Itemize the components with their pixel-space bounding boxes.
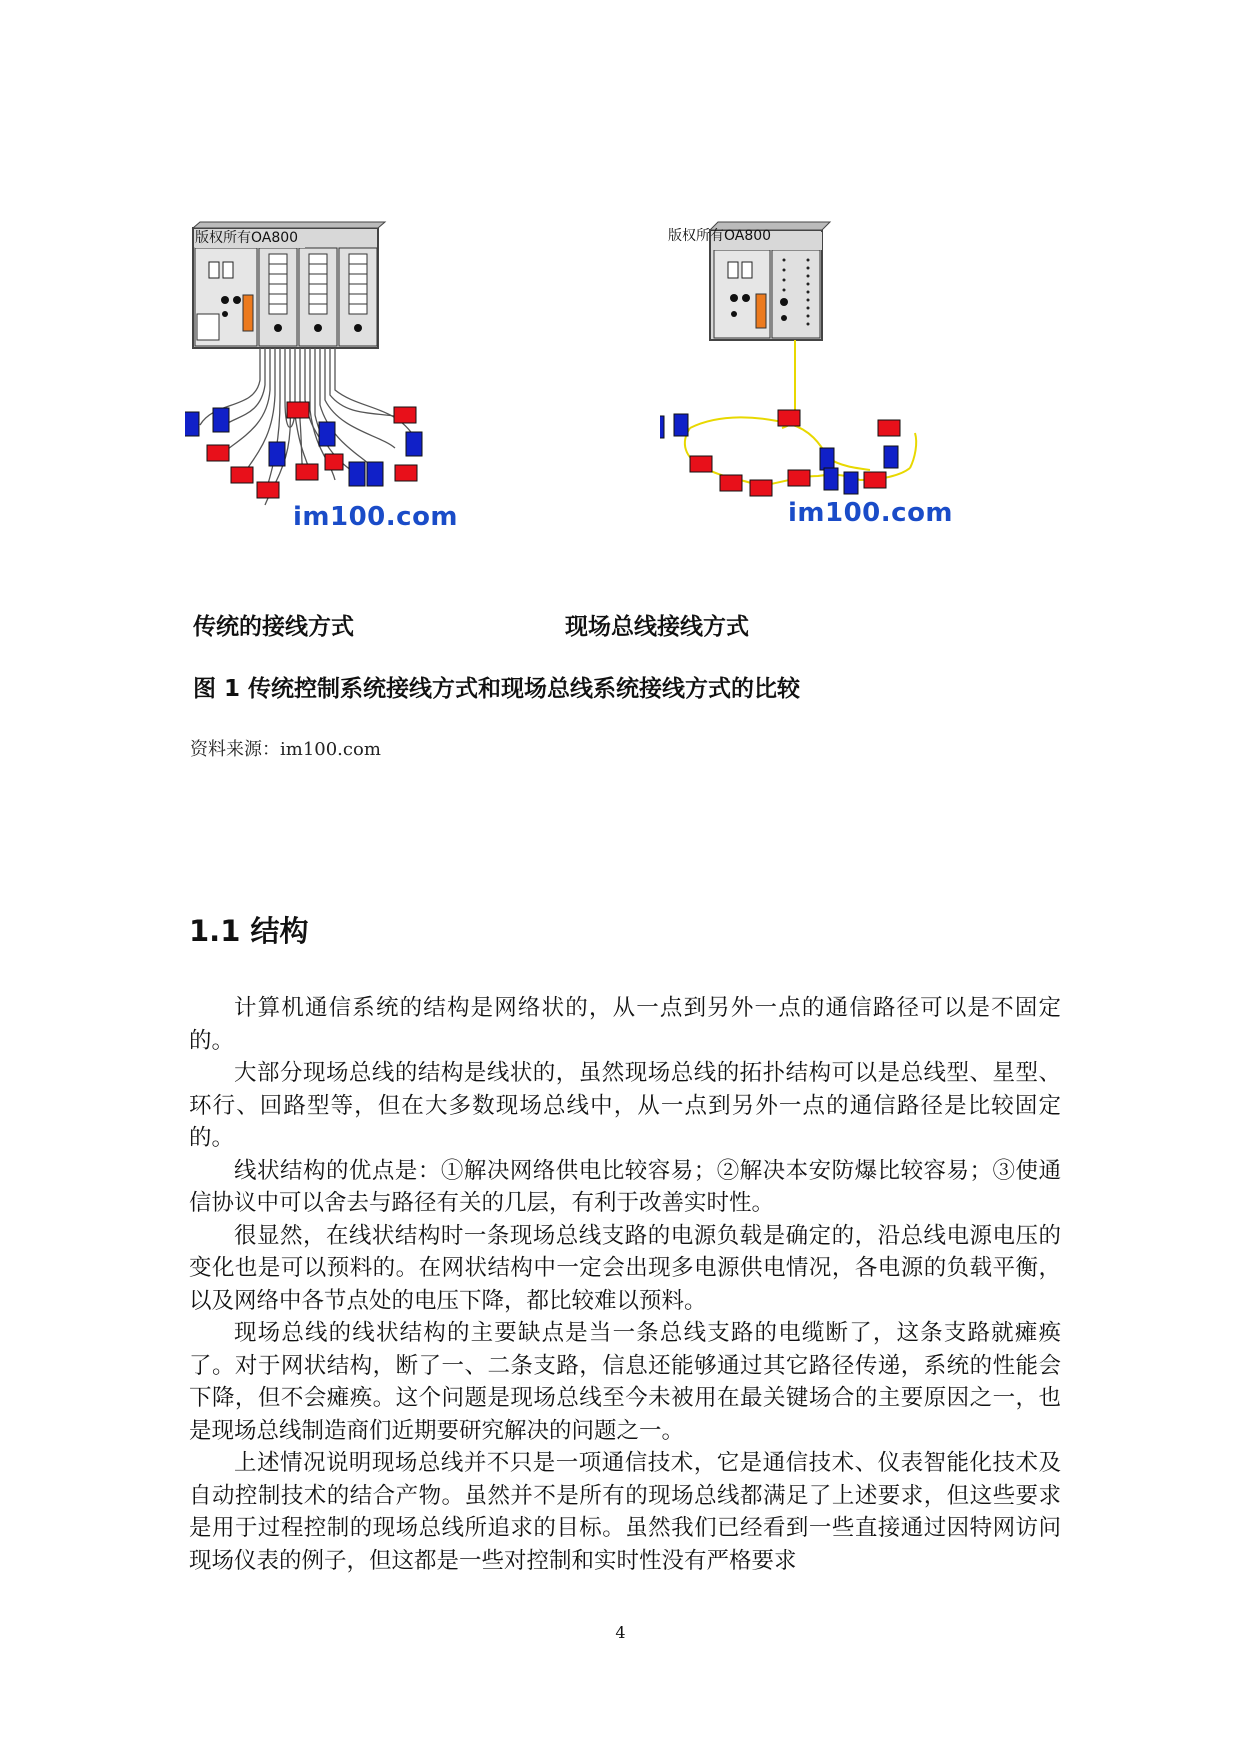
- section-body: [189, 992, 1061, 1577]
- caption-fieldbus: 现场总线接线方式: [565, 614, 749, 640]
- figure-traditional-wiring: [185, 220, 475, 560]
- paragraph: 上述情况说明现场总线并不只是一项通信技术，它是通信技术、仪表智能化技术及自动控制技术的结合产物。虽然并不是所有的现场总线都满足了上述要求，但这些要求是用于过程控制的现场总线所追求的目标。虽然我们已经看到一些直接通过因特网访问现场仪表的例子，但这都是一些对控制和实时性没有严格要求: [189, 1450, 1061, 1574]
- device-label: 版权所有OA800: [195, 230, 299, 246]
- figure-caption: 图 1 传统控制系统接线方式和现场总线系统接线方式的比较: [193, 676, 801, 702]
- paragraph: 现场总线的线状结构的主要缺点是当一条总线支路的电缆断了，这条支路就瘫痪了。对于网状结构，断了一、二条支路，信息还能够通过其它路径传递，系统的性能会下降，但不会瘫痪。这个问题是现场总线至今未被用在最关键场合的主要原因之一，也是现场总线制造商们近期要研究解决的问题之一。: [189, 1320, 1061, 1444]
- figure-source: 资料来源：im100.com: [190, 739, 381, 760]
- paragraph: 很显然，在线状结构时一条现场总线支路的电源负载是确定的，沿总线电源电压的变化也是可以预料的。在网状结构中一定会出现多电源供电情况，各电源的负载平衡，以及网络中各节点处的电压下降，都比较难以预料。: [189, 1222, 1061, 1314]
- watermark: im100.com: [788, 498, 954, 528]
- device-label: 版权所有OA800: [668, 228, 772, 244]
- section-heading: 1.1 结构: [189, 914, 309, 948]
- figure-fieldbus-wiring: [660, 218, 960, 538]
- paragraph: 线状结构的优点是：①解决网络供电比较容易；②解决本安防爆比较容易；③使通信协议中可以舍去与路径有关的几层，有利于改善实时性。: [189, 1157, 1061, 1216]
- page-number: 4: [615, 1623, 626, 1642]
- paragraph: 计算机通信系统的结构是网络状的，从一点到另外一点的通信路径可以是不固定的。: [189, 995, 1061, 1054]
- paragraph: 大部分现场总线的结构是线状的，虽然现场总线的拓扑结构可以是总线型、星型、环行、回路型等，但在大多数现场总线中，从一点到另外一点的通信路径是比较固定的。: [189, 1060, 1061, 1151]
- caption-traditional: 传统的接线方式: [193, 614, 354, 640]
- watermark: im100.com: [293, 502, 459, 532]
